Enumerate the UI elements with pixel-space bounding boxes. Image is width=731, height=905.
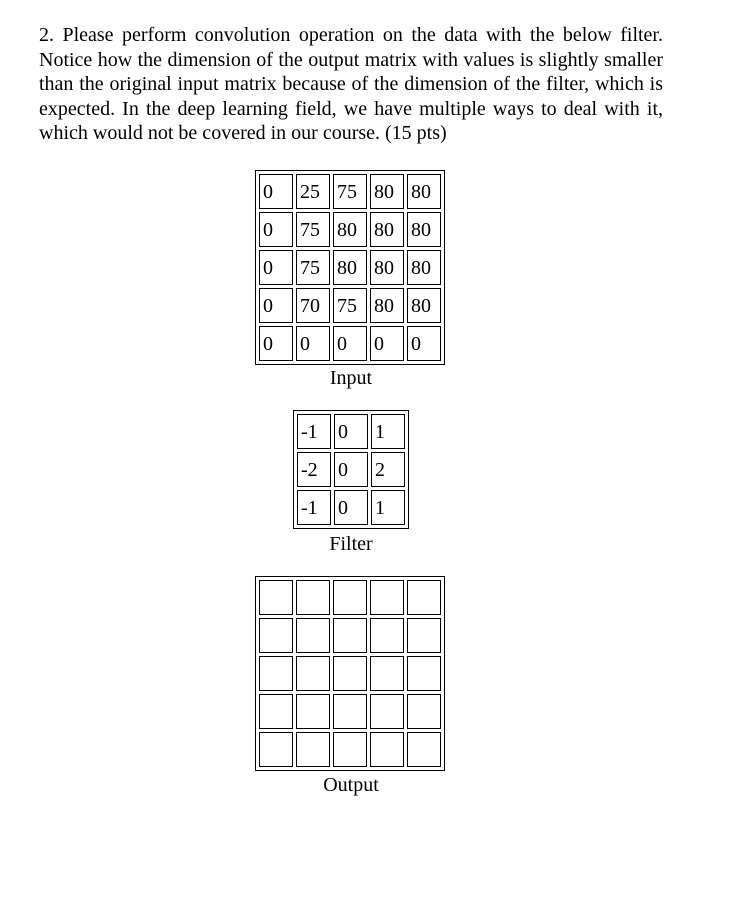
output-matrix [255, 576, 445, 771]
input-row [259, 174, 441, 209]
output-cell[interactable] [296, 580, 330, 615]
filter-row [297, 414, 405, 449]
output-cell[interactable] [407, 732, 441, 767]
output-cell[interactable] [407, 694, 441, 729]
input-cell: 0 [333, 326, 367, 361]
filter-cell: 2 [371, 452, 405, 487]
output-cell[interactable] [333, 656, 367, 691]
output-cell[interactable] [333, 618, 367, 653]
output-cell[interactable] [259, 732, 293, 767]
output-cell[interactable] [259, 580, 293, 615]
input-cell: 0 [259, 174, 293, 209]
filter-row [297, 452, 405, 487]
output-cell[interactable] [407, 580, 441, 615]
filter-row [297, 490, 405, 525]
filter-cell: 1 [371, 414, 405, 449]
input-cell: 80 [370, 174, 404, 209]
filter-cell: 1 [371, 490, 405, 525]
filter-cell: -1 [297, 490, 331, 525]
output-cell[interactable] [407, 618, 441, 653]
filter-cell: 0 [334, 414, 368, 449]
input-cell: 75 [296, 212, 330, 247]
output-cell[interactable] [296, 618, 330, 653]
input-cell: 25 [296, 174, 330, 209]
output-cell[interactable] [333, 732, 367, 767]
output-row [259, 580, 441, 615]
output-cell[interactable] [370, 732, 404, 767]
output-cell[interactable] [333, 694, 367, 729]
input-cell: 0 [370, 326, 404, 361]
filter-caption: Filter [329, 533, 373, 555]
output-cell[interactable] [296, 732, 330, 767]
input-cell: 80 [370, 212, 404, 247]
input-cell: 70 [296, 288, 330, 323]
input-cell: 80 [407, 288, 441, 323]
filter-cell: 0 [334, 490, 368, 525]
filter-cell: -1 [297, 414, 331, 449]
input-cell: 80 [407, 212, 441, 247]
input-matrix [255, 170, 445, 365]
input-cell: 80 [333, 250, 367, 285]
input-cell: 0 [259, 288, 293, 323]
input-cell: 80 [333, 212, 367, 247]
output-cell[interactable] [259, 694, 293, 729]
output-caption: Output [323, 774, 379, 796]
output-row [259, 618, 441, 653]
input-cell: 75 [296, 250, 330, 285]
question-text: 2. Please perform convolution operation on the data with the below filter. Notice how the dimension of the output matrix with values is slightly smaller than the original input matrix because of the dimension of the filter, which is expected. In the deep learning field, we have multiple ways to deal with it, which would not be covered in our course. (15 pts) [39, 24, 663, 144]
filter-cell: -2 [297, 452, 331, 487]
input-caption: Input [329, 367, 373, 389]
input-cell: 80 [407, 250, 441, 285]
output-cell[interactable] [333, 580, 367, 615]
filter-cell: 0 [334, 452, 368, 487]
output-cell[interactable] [259, 618, 293, 653]
input-cell: 80 [407, 174, 441, 209]
output-cell[interactable] [259, 656, 293, 691]
output-row [259, 656, 441, 691]
input-row [259, 212, 441, 247]
input-cell: 0 [407, 326, 441, 361]
output-cell[interactable] [370, 694, 404, 729]
output-cell[interactable] [370, 618, 404, 653]
input-cell: 80 [370, 288, 404, 323]
output-row [259, 694, 441, 729]
input-cell: 0 [296, 326, 330, 361]
input-row [259, 288, 441, 323]
output-cell[interactable] [370, 656, 404, 691]
filter-matrix [293, 410, 409, 529]
input-row [259, 250, 441, 285]
output-cell[interactable] [407, 656, 441, 691]
input-cell: 80 [370, 250, 404, 285]
input-cell: 0 [259, 326, 293, 361]
output-cell[interactable] [370, 580, 404, 615]
input-row [259, 326, 441, 361]
input-cell: 75 [333, 174, 367, 209]
input-cell: 75 [333, 288, 367, 323]
input-cell: 0 [259, 250, 293, 285]
output-cell[interactable] [296, 694, 330, 729]
input-cell: 0 [259, 212, 293, 247]
output-row [259, 732, 441, 767]
output-cell[interactable] [296, 656, 330, 691]
